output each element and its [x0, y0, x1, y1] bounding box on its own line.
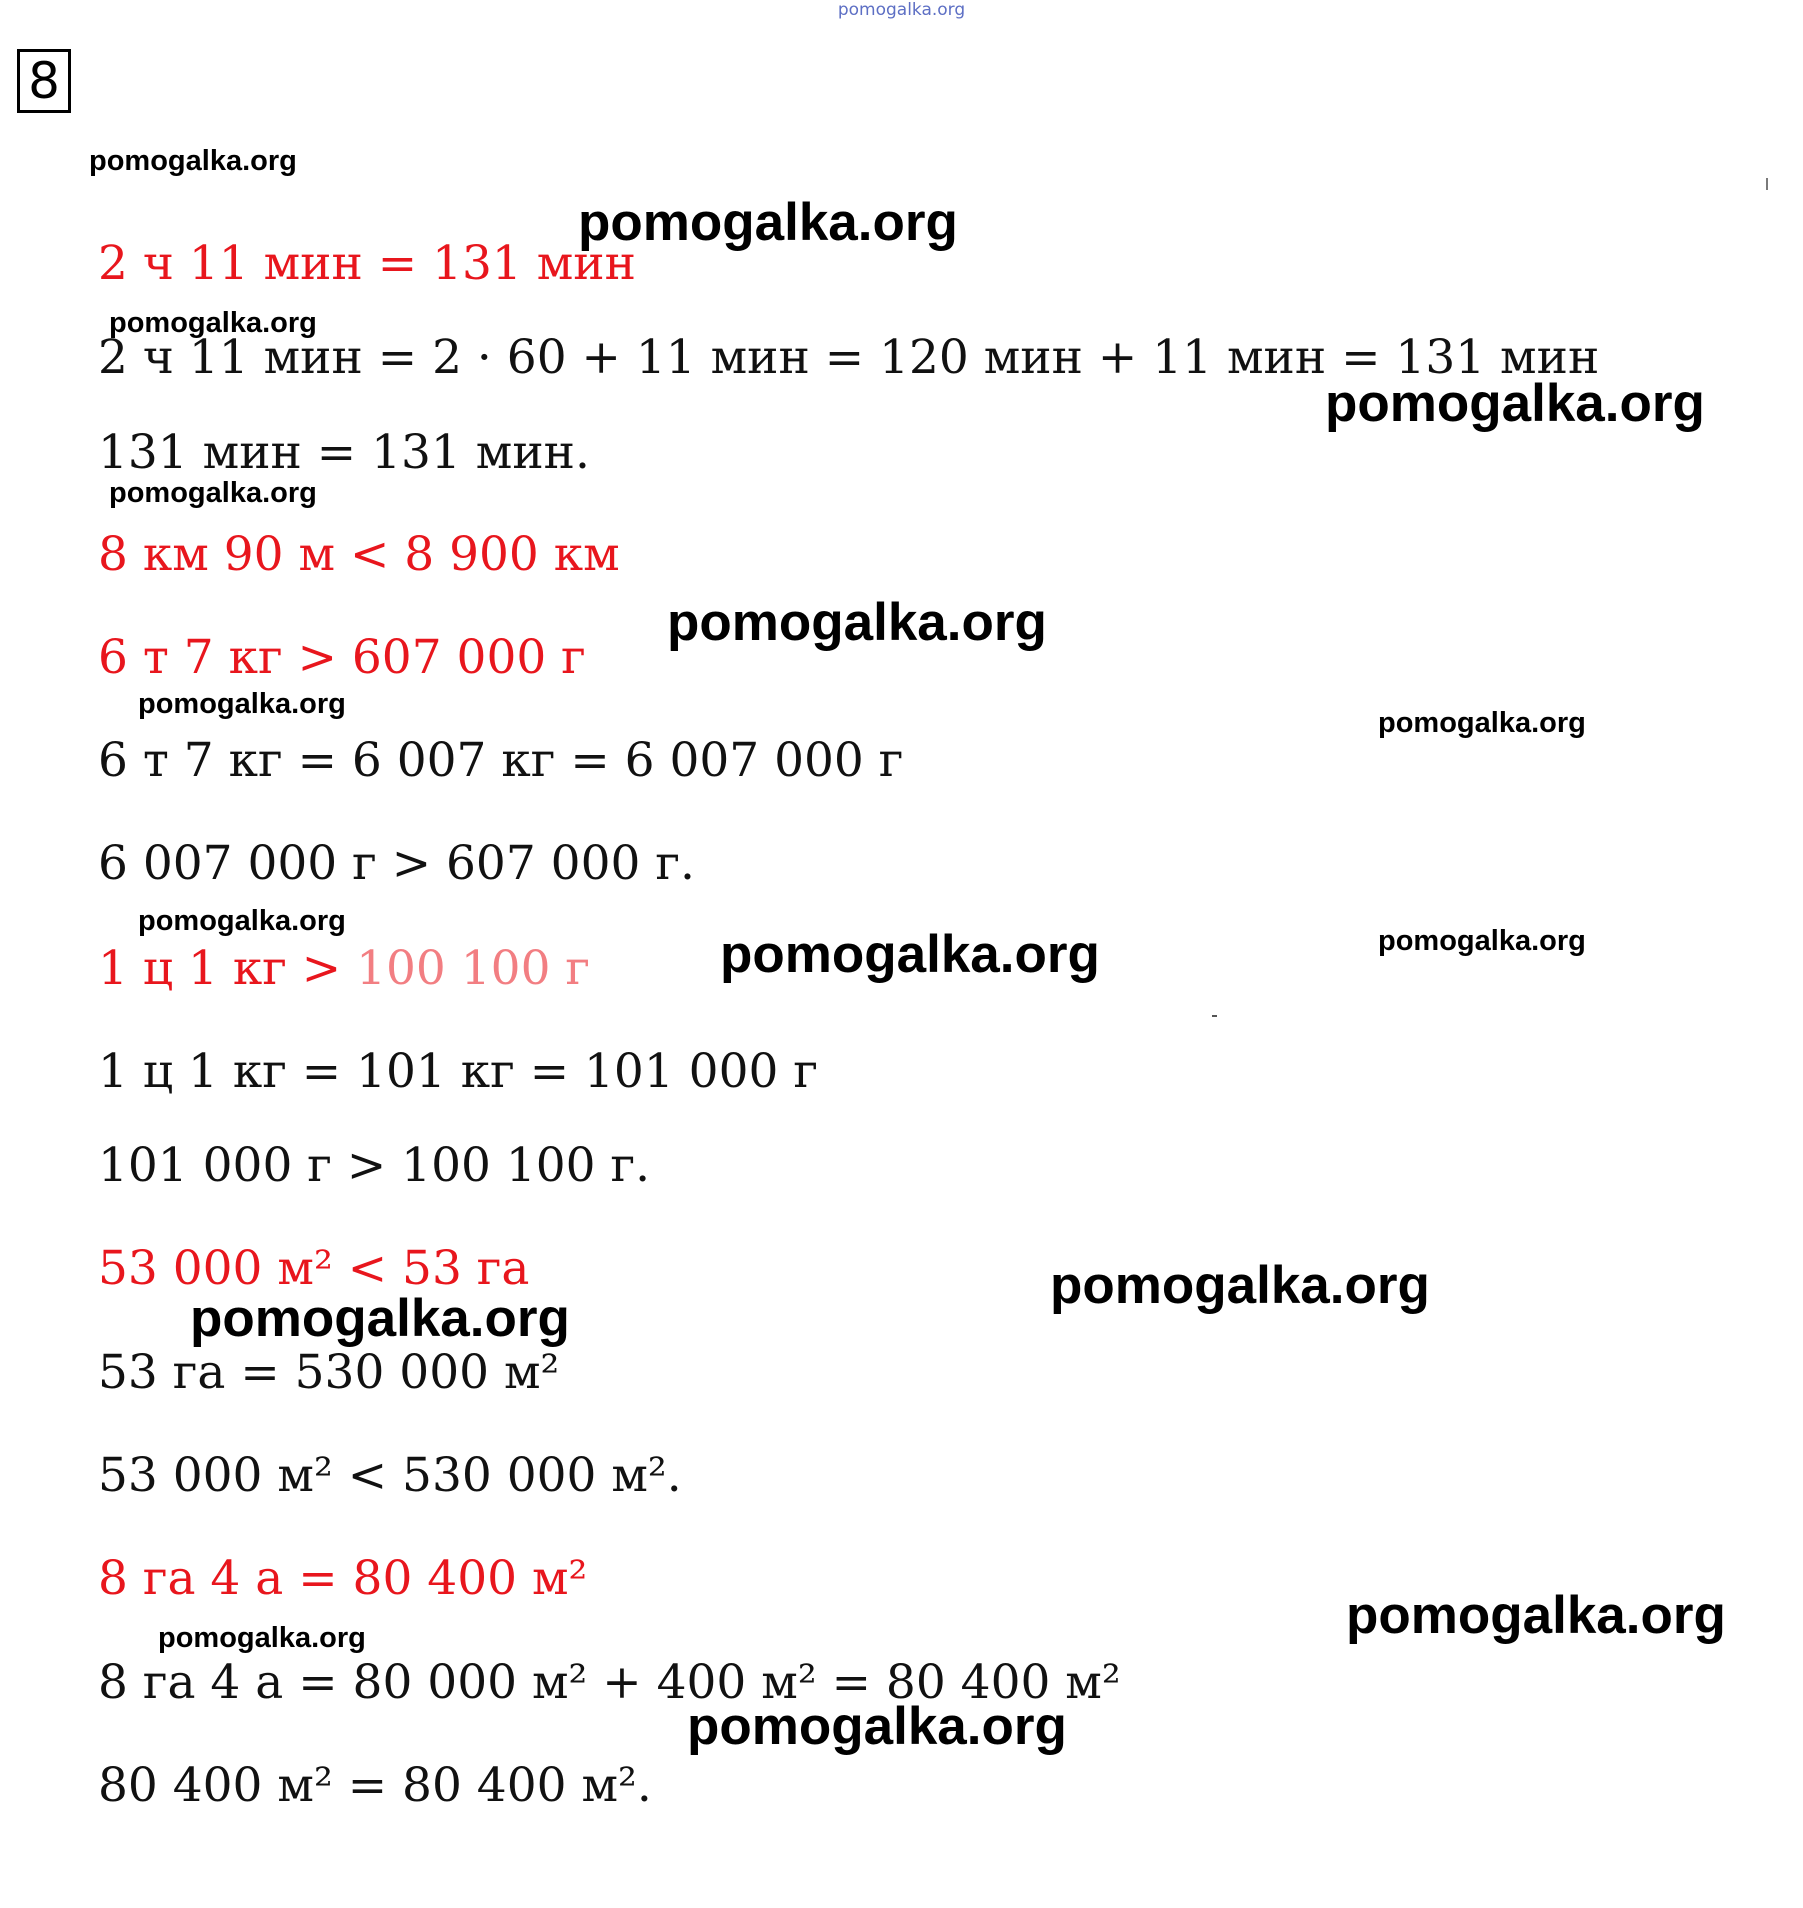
- answer-line: 6 т 7 кг > 607 000 г: [98, 630, 586, 685]
- solution-line: 80 400 м² = 80 400 м².: [98, 1758, 652, 1813]
- watermark: pomogalka.org: [667, 593, 1047, 652]
- solution-line: 53 000 м² < 530 000 м².: [98, 1448, 682, 1503]
- page-mark: [1212, 1015, 1217, 1017]
- solution-line: 101 000 г > 100 100 г.: [98, 1138, 651, 1193]
- task-number-box: 8: [17, 49, 71, 113]
- watermark: pomogalka.org: [109, 307, 317, 339]
- watermark: pomogalka.org: [158, 1622, 366, 1654]
- header-watermark: pomogalka.org: [837, 0, 966, 20]
- watermark: pomogalka.org: [1346, 1586, 1726, 1645]
- watermark: pomogalka.org: [1378, 707, 1586, 739]
- solution-line: 2 ч 11 мин = 2 · 60 + 11 мин = 120 мин + 11 мин = 131 мин: [98, 330, 1600, 385]
- watermark: pomogalka.org: [1325, 374, 1705, 433]
- watermark: pomogalka.org: [687, 1697, 1067, 1756]
- page-mark: [1766, 178, 1768, 190]
- answer-line: 8 га 4 а = 80 400 м²: [98, 1551, 588, 1606]
- solution-line: 1 ц 1 кг = 101 кг = 101 000 г: [98, 1044, 818, 1099]
- watermark: pomogalka.org: [109, 477, 317, 509]
- watermark: pomogalka.org: [138, 688, 346, 720]
- watermark: pomogalka.org: [1050, 1256, 1430, 1315]
- solution-line: 8 га 4 а = 80 000 м² + 400 м² = 80 400 м²: [98, 1655, 1121, 1710]
- solution-line: 53 га = 530 000 м²: [98, 1345, 560, 1400]
- answer-line-faded: 100 100 г: [356, 941, 591, 996]
- answer-line: [98, 941, 590, 996]
- watermark: pomogalka.org: [138, 905, 346, 937]
- answer-line: 8 км 90 м < 8 900 км: [98, 527, 620, 582]
- solution-line: 131 мин = 131 мин.: [98, 425, 590, 480]
- watermark: pomogalka.org: [1378, 925, 1586, 957]
- watermark: pomogalka.org: [720, 925, 1100, 984]
- watermark: pomogalka.org: [190, 1289, 570, 1348]
- solution-line: 6 007 000 г > 607 000 г.: [98, 836, 695, 891]
- watermark: pomogalka.org: [89, 145, 297, 177]
- watermark: pomogalka.org: [578, 193, 958, 252]
- answer-line: 2 ч 11 мин = 131 мин: [98, 236, 636, 291]
- answer-line-main: 1 ц 1 кг >: [98, 941, 357, 996]
- answer-line: 53 000 м² < 53 га: [98, 1241, 530, 1296]
- solution-line: 6 т 7 кг = 6 007 кг = 6 007 000 г: [98, 733, 904, 788]
